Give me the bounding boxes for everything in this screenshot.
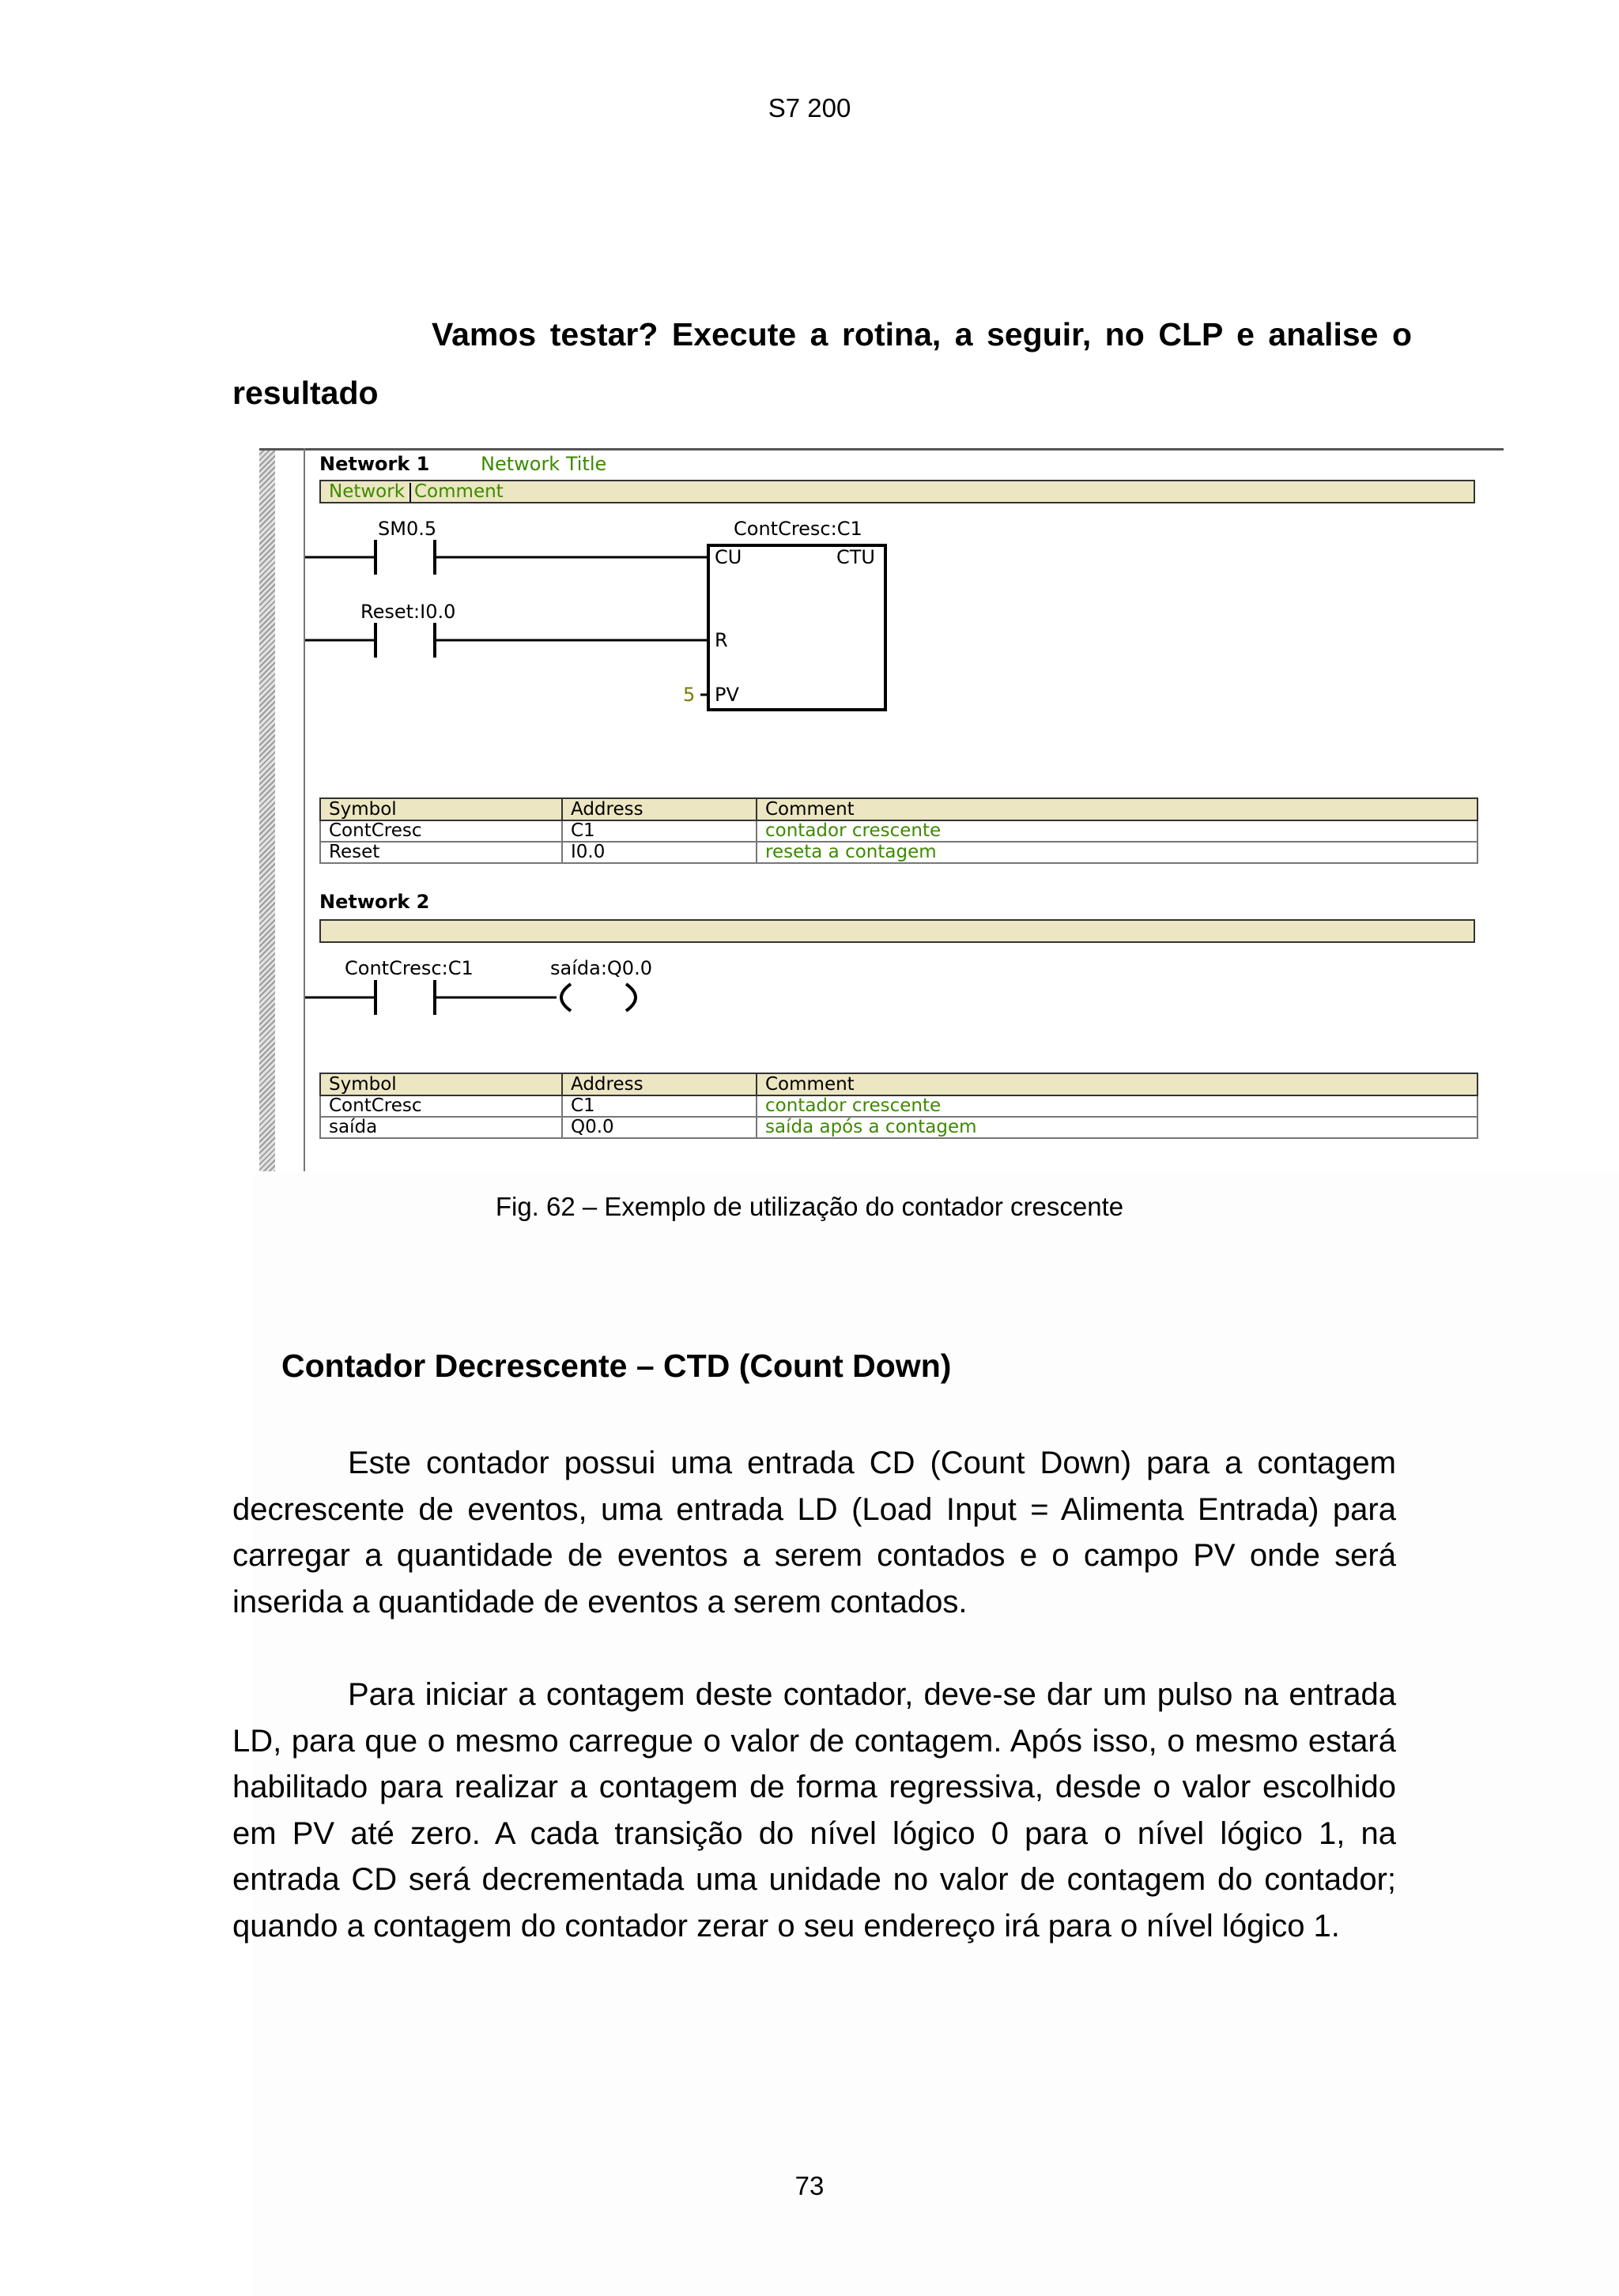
symbol-column-header: Symbol <box>320 1073 562 1095</box>
intro-text: Vamos testar? Execute a rotina, a seguir, no CLP e analise o <box>432 316 1412 353</box>
pv-value[interactable]: 5 <box>683 684 696 706</box>
address-cell: I0.0 <box>562 842 757 863</box>
address-column-header: Address <box>562 1073 757 1095</box>
network3-label-clipped <box>319 1164 438 1171</box>
table-row <box>320 1095 1477 1117</box>
ladder-screenshot <box>259 448 1504 1171</box>
symbol-cell: ContCresc <box>320 1095 562 1117</box>
counter-name-label[interactable]: ContCresc:C1 <box>734 518 862 540</box>
reset-contact-label[interactable]: Reset:I0.0 <box>360 601 456 623</box>
coil-left-arc <box>561 984 571 1011</box>
comment-column-header: Comment <box>757 1073 1477 1095</box>
table-row <box>320 820 1477 842</box>
comment-cell: contador crescente <box>757 820 1477 842</box>
comment-cell: saída após a contagem <box>757 1117 1477 1138</box>
symbol-cell: saída <box>320 1117 562 1138</box>
comment-cell: reseta a contagem <box>757 842 1477 863</box>
network1-title[interactable]: Network Title <box>481 453 607 475</box>
sm05-contact-label[interactable]: SM0.5 <box>378 518 437 540</box>
network1-symbol-table <box>319 797 1478 864</box>
address-cell: C1 <box>562 1095 757 1117</box>
comment-cell: contador crescente <box>757 1095 1477 1117</box>
symbol-column-header: Symbol <box>320 798 562 820</box>
network2-symbol-table <box>319 1073 1478 1139</box>
table-row <box>320 842 1477 863</box>
figure-caption: Fig. 62 – Exemplo de utilização do contador crescente <box>495 1192 1124 1221</box>
paragraph-1 <box>232 1440 1396 1625</box>
contcresc-contact-label[interactable]: ContCresc:C1 <box>345 957 474 979</box>
paragraph-1-text: Este contador possui uma entrada CD (Count Down) para a contagem decrescente de eventos, uma entrada LD (Load Input = Alimenta Entrada) para carregar a quantidade de eventos a serem contados e o campo PV onde será inserida a quantidade de eventos a serem contados. <box>232 1446 1396 1619</box>
symbol-cell: Reset <box>320 842 562 863</box>
cu-pin-label: CU <box>715 546 742 568</box>
paragraph-2 <box>232 1672 1396 1950</box>
network2-comment-bar[interactable] <box>319 919 1475 943</box>
ctu-type-label: CTU <box>836 546 875 568</box>
comment-column-header: Comment <box>757 798 1477 820</box>
paragraph-2-text: Para iniciar a contagem deste contador, deve-se dar um pulso na entrada LD, para que o mesmo carregue o valor de contagem. Após isso, o mesmo estará habilitado para realizar a contagem de forma regressiva, desde o valor escolhido em PV até zero. A cada transição do nível lógico 0 para o nível lógico 1, na entrada CD será decrementada uma unidade no valor de contagem do contador; quando a contagem do contador zerar o seu endereço irá para o nível lógico 1. <box>232 1677 1396 1943</box>
table-row <box>320 1117 1477 1138</box>
network2-label: Network 2 <box>319 891 430 913</box>
network1-comment-part1: Network <box>329 481 406 502</box>
network1-comment-part2: Comment <box>414 481 504 502</box>
r-pin-label: R <box>715 629 728 651</box>
symbol-cell: ContCresc <box>320 820 562 842</box>
address-cell: Q0.0 <box>562 1117 757 1138</box>
coil-label[interactable]: saída:Q0.0 <box>550 957 652 979</box>
page-number: 73 <box>794 2171 825 2200</box>
page-header: S7 200 <box>768 93 851 123</box>
address-cell: C1 <box>562 820 757 842</box>
intro-text-continuation: resultado <box>232 375 379 411</box>
section-title: Contador Decrescente – CTD (Count Down) <box>281 1348 952 1384</box>
network1-label: Network 1 <box>319 453 430 475</box>
coil-right-arc <box>626 984 636 1011</box>
address-column-header: Address <box>562 798 757 820</box>
pv-pin-label: PV <box>715 684 739 706</box>
